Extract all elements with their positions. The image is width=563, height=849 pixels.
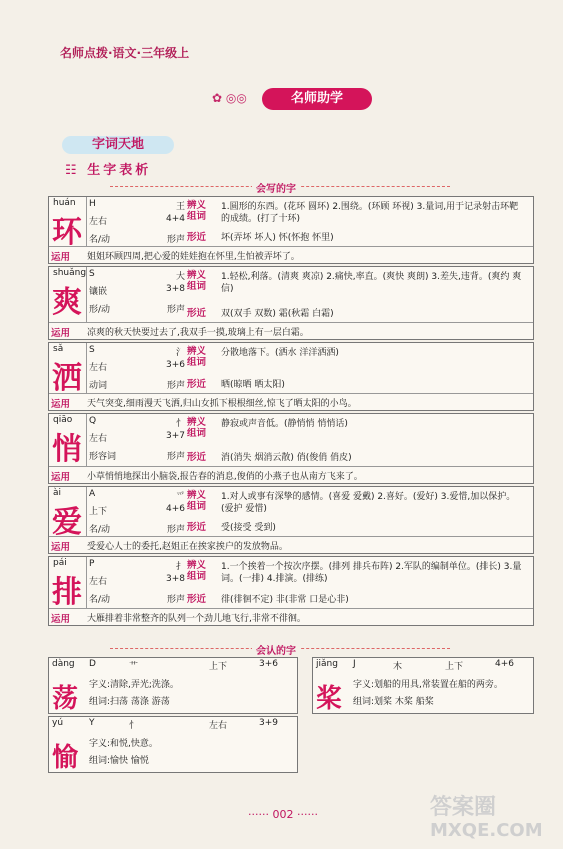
label-bianyi: 辨义	[187, 200, 207, 211]
usage-text: 凉爽的秋天快要过去了,我双手一摸,玻璃上有一层白霜。	[87, 328, 309, 338]
bihua: 3+8	[166, 574, 185, 584]
char-info	[89, 592, 185, 605]
usage-row	[49, 466, 533, 483]
label-yunyong: 运用	[51, 252, 71, 263]
jiegou: 上下	[89, 507, 108, 517]
label-xingjin: 形近	[187, 308, 207, 319]
read-char-card	[48, 657, 298, 714]
bushou: 忄	[175, 419, 185, 429]
words-text: 组词:划桨 木桨 船桨	[353, 697, 434, 707]
bushou: 忄	[129, 721, 139, 731]
divider	[86, 414, 87, 467]
usage-text: 天气突变,细雨漫天飞洒,归山女抓下根根细丝,惊飞了晒太阳的小鸟。	[87, 399, 357, 409]
yinxu: P	[89, 559, 95, 569]
list-icon: ☷	[65, 163, 88, 178]
meaning-text: 字义:和悦,快意。	[89, 739, 158, 749]
write-section-label: 会写的字	[252, 180, 300, 195]
label-yunyong: 运用	[51, 328, 71, 339]
char-card	[48, 196, 534, 264]
yinxu: Q	[89, 416, 97, 426]
pinyin: sǎ	[53, 344, 64, 354]
label-yunyong: 运用	[51, 472, 71, 483]
big-char: 荡	[52, 684, 79, 714]
char-info	[89, 559, 185, 572]
char-card	[48, 342, 534, 411]
pinyin: huán	[53, 198, 76, 208]
page-number: ······ 002 ······	[248, 808, 318, 821]
big-char: 环	[52, 215, 82, 250]
label-xingjin: 形近	[187, 452, 207, 463]
label-zuci: 组词	[187, 501, 207, 512]
label-bianyi: 辨义	[187, 346, 207, 357]
bushou: 大	[175, 272, 185, 282]
label-zuci: 组词	[187, 357, 207, 368]
jiegou: 左右	[89, 217, 108, 227]
char-card	[48, 486, 534, 554]
label-zuci: 组词	[187, 281, 207, 292]
divider	[86, 343, 87, 394]
divider	[86, 487, 87, 537]
jiegou: 左右	[89, 363, 108, 373]
pos: 形容词	[89, 452, 117, 462]
char-info	[89, 378, 185, 391]
bihua: 3+8	[166, 284, 185, 294]
yinxu: H	[89, 199, 96, 209]
pinyin: ài	[53, 488, 62, 498]
label-yunyong: 运用	[51, 542, 71, 553]
label-xingjin: 形近	[187, 379, 207, 390]
label-zuci: 组词	[187, 571, 207, 582]
form: 形声	[166, 235, 185, 245]
bushou: 扌	[175, 562, 185, 572]
label-yunyong: 运用	[51, 399, 71, 410]
char-info	[89, 574, 185, 587]
pos: 名/动	[89, 595, 111, 605]
subsection-title	[65, 159, 151, 178]
label-xingjin: 形近	[187, 522, 207, 533]
bushou: 木	[393, 662, 403, 672]
yinxu: A	[89, 489, 96, 499]
bushou: 艹	[129, 662, 139, 672]
big-char: 愉	[52, 743, 79, 773]
char-info	[89, 284, 185, 297]
label-bianyi: 辨义	[187, 270, 207, 281]
char-card	[48, 556, 534, 626]
bihua: 3+7	[166, 431, 185, 441]
jiegou: 左右	[89, 434, 108, 444]
yinxu: S	[89, 345, 95, 355]
read-char-card	[48, 716, 298, 773]
meaning-text: 静寂或声音低。(静悄悄 悄悄话)	[221, 419, 348, 429]
banner-title: 名师助学	[262, 88, 372, 110]
meaning-text: 1.圆形的东西。(花环 圆环) 2.围绕。(环顾 环视) 3.量词,用于记录射击环靶的成绩。(打了十环)	[221, 202, 519, 224]
usage-row	[49, 322, 533, 339]
decoration-icon: ✿ ◎◎	[212, 91, 247, 105]
big-char: 悄	[52, 432, 82, 467]
jiegou: 上下	[445, 662, 464, 672]
divider	[86, 197, 87, 247]
label-bianyi: 辨义	[187, 417, 207, 428]
divider	[86, 267, 87, 323]
char-info	[89, 199, 185, 212]
usage-text: 大雁排着非常整齐的队列一个劲儿地飞行,非常不徘徊。	[87, 614, 306, 624]
bihua: 3+6	[166, 360, 185, 370]
form: 形声	[166, 305, 185, 315]
yinxu: S	[89, 269, 95, 279]
xingjin-text: 晒(晾晒 晒太阳)	[221, 380, 285, 390]
label-xingjin: 形近	[187, 594, 207, 605]
big-char: 桨	[316, 684, 343, 714]
usage-row	[49, 246, 533, 263]
big-char: 排	[52, 575, 82, 610]
form: 形声	[166, 525, 185, 535]
pinyin: yú	[52, 718, 64, 728]
meaning-text: 1.对人或事有深挚的感情。(喜爱 爱戴) 2.喜好。(爱好) 3.爱惜,加以保护。(爱护 爱惜)	[221, 492, 516, 514]
form: 形声	[166, 452, 185, 462]
jiegou: 上下	[209, 662, 228, 672]
jiegou: 左右	[89, 577, 108, 587]
label-bianyi: 辨义	[187, 490, 207, 501]
watermark: 答案圈	[430, 795, 497, 820]
section-title: 字词天地	[62, 136, 174, 154]
divider	[86, 557, 87, 609]
char-info	[89, 302, 185, 315]
meaning-text: 字义:清除,弄光;洗涤。	[89, 680, 179, 690]
char-info	[89, 489, 185, 502]
big-char: 爱	[52, 505, 82, 540]
char-card	[48, 266, 534, 340]
read-char-card	[312, 657, 534, 714]
pinyin: shuǎng	[53, 268, 87, 278]
xingjin-text: 徘(徘徊不定) 非(非常 口是心非)	[221, 595, 349, 605]
char-info	[89, 504, 185, 517]
xingjin-text: 坏(弄坏 坏人) 怀(怀抱 怀里)	[221, 233, 334, 243]
form: 形声	[166, 381, 185, 391]
pos: 名/动	[89, 525, 111, 535]
xingjin-text: 消(消失 烟消云散) 俏(俊俏 俏皮)	[221, 453, 352, 463]
read-section-label: 会认的字	[252, 642, 300, 657]
yinxu: J	[353, 659, 356, 669]
usage-text: 小草悄悄地探出小脑袋,报告春的消息,俊俏的小燕子也从南方飞来了。	[87, 472, 363, 482]
label-xingjin: 形近	[187, 232, 207, 243]
meaning-text: 1.一个挨着一个按次序摆。(排列 排兵布阵) 2.军队的编制单位。(排长) 3.量词。(一排) 4.排演。(排练)	[221, 562, 522, 584]
subsection-label: 生字表析	[87, 163, 152, 178]
big-char: 爽	[52, 285, 82, 320]
bihua: 4+6	[495, 659, 514, 669]
pos: 形/动	[89, 305, 111, 315]
page-number-value: 002	[272, 808, 294, 821]
char-info	[89, 214, 185, 227]
char-info	[89, 431, 185, 444]
label-zuci: 组词	[187, 211, 207, 222]
bihua: 3+6	[259, 659, 278, 669]
bihua: 4+6	[166, 504, 185, 514]
watermark-url: MXQE.COM	[430, 820, 543, 841]
meaning-text: 字义:划船的用具,常装置在船的两旁。	[353, 680, 503, 690]
meaning-text: 1.轻松,利落。(清爽 爽凉) 2.痛快,率直。(爽快 爽朗) 3.差失,违背。(爽约 爽信)	[221, 272, 522, 294]
usage-text: 姐姐环顾四周,把心爱的娃娃抱在怀里,生怕被弄坏了。	[87, 252, 300, 262]
usage-text: 受爱心人士的委托,赵姐正在挨家挨户的发放物品。	[87, 542, 288, 552]
bihua: 3+9	[259, 718, 278, 728]
yinxu: D	[89, 659, 96, 669]
words-text: 组词:扫荡 荡涤 游荡	[89, 697, 170, 707]
bushou: 氵	[175, 348, 185, 358]
usage-row	[49, 393, 533, 410]
char-info	[89, 232, 185, 245]
char-info	[89, 416, 185, 429]
pos: 动词	[89, 381, 108, 391]
char-info	[89, 522, 185, 535]
label-zuci: 组词	[187, 428, 207, 439]
char-info	[89, 345, 185, 358]
form: 形声	[166, 595, 185, 605]
char-card	[48, 413, 534, 484]
words-text: 组词:愉快 愉悦	[89, 756, 149, 766]
char-info	[89, 360, 185, 373]
pinyin: dàng	[52, 659, 75, 669]
yinxu: Y	[89, 718, 95, 728]
jiegou: 镶嵌	[89, 287, 108, 297]
header-title: 名师点拨·语文·三年级上	[60, 46, 190, 60]
bushou: 王	[175, 202, 185, 212]
pinyin: jiǎng	[316, 659, 338, 669]
pinyin: qiāo	[53, 415, 73, 425]
label-bianyi: 辨义	[187, 560, 207, 571]
jiegou: 左右	[209, 721, 228, 731]
xingjin-text: 受(接受 受到)	[221, 523, 276, 533]
pinyin: pái	[53, 558, 67, 568]
char-info	[89, 269, 185, 282]
bushou: 爫	[175, 492, 185, 502]
bihua: 4+4	[166, 214, 185, 224]
char-info	[89, 449, 185, 462]
big-char: 洒	[52, 361, 82, 396]
usage-row	[49, 536, 533, 553]
xingjin-text: 双(双手 双数) 霜(秋霜 白霜)	[221, 309, 334, 319]
pos: 名/动	[89, 235, 111, 245]
meaning-text: 分散地落下。(洒水 洋洋洒洒)	[221, 348, 339, 358]
label-yunyong: 运用	[51, 614, 71, 625]
usage-row	[49, 608, 533, 625]
